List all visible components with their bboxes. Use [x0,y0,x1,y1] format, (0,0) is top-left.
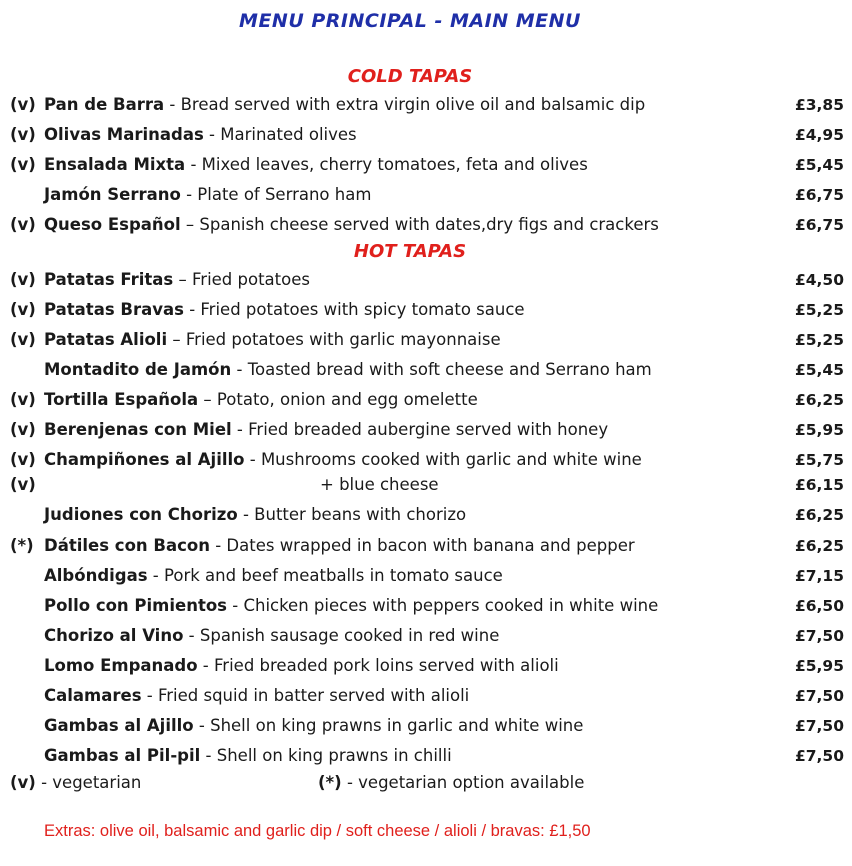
item-name-wrap [44,564,503,588]
item-name-wrap [44,448,642,472]
extras-note: Extras: olive oil, balsamic and garlic dip / soft cheese / alioli / bravas: £1,50 [44,822,591,840]
item-price: £5,95 [794,421,844,439]
item-name-wrap [44,213,659,237]
item-mark: (v) [10,95,36,114]
item-price: £4,95 [794,126,844,144]
cold-tapas-heading: COLD TAPAS [347,66,473,87]
item-description: – Fried potatoes with garlic mayonnaise [167,330,501,349]
menu-item-row [10,153,844,177]
menu-item-row [10,268,844,292]
item-name: Tortilla Española [44,390,199,409]
item-description: - Plate of Serrano ham [180,185,372,204]
item-mark: (v) [10,300,36,319]
menu-item-row [10,744,844,768]
item-mark: (*) [10,536,34,555]
item-name: Berenjenas con Miel [44,420,232,439]
item-description: - Toasted bread with soft cheese and Serrano ham [231,360,652,379]
item-name: Lomo Empanado [44,656,198,675]
item-price: £5,45 [794,156,844,174]
item-name: Jamón Serrano [44,185,181,204]
item-name: Queso Español [44,215,181,234]
item-description: - Fried breaded aubergine served with honey [231,420,609,439]
item-name: Patatas Fritas [44,270,174,289]
legend-option-mark: (*) [318,773,342,792]
item-mark: (v) [10,475,36,494]
item-description: - Shell on king prawns in chilli [200,746,452,765]
item-price: £7,50 [794,717,844,735]
menu-item-row [10,418,844,442]
item-description: - Butter beans with chorizo [237,505,467,524]
item-description: - Pork and beef meatballs in tomato sauce [147,566,503,585]
item-description: - Spanish sausage cooked in red wine [183,626,500,645]
item-name-wrap [44,298,525,322]
item-description: - Bread served with extra virgin olive oil and balsamic dip [164,95,646,114]
item-name: Calamares [44,686,142,705]
item-mark: (v) [10,155,36,174]
item-name-wrap [44,654,559,678]
item-name-wrap [44,328,501,352]
item-name: Gambas al Pil-pil [44,746,201,765]
item-mark: (v) [10,270,36,289]
item-name-wrap [44,123,357,147]
item-description: - Shell on king prawns in garlic and white wine [193,716,584,735]
menu-item-row [10,473,844,497]
item-mark: (v) [10,390,36,409]
hot-tapas-heading: HOT TAPAS [353,241,467,262]
legend-vegetarian-option [318,771,584,795]
item-name: Patatas Alioli [44,330,168,349]
item-variant: + blue cheese [320,475,439,494]
item-name-wrap [44,714,583,738]
item-name: Montadito de Jamón [44,360,232,379]
item-name-wrap [44,183,371,207]
item-name: Albóndigas [44,566,148,585]
menu-item-row [10,654,844,678]
item-price: £5,45 [794,361,844,379]
item-name: Champiñones al Ajillo [44,450,245,469]
menu-item-row [10,714,844,738]
menu-item-row [10,213,844,237]
item-price: £3,85 [794,96,844,114]
item-name-wrap [44,93,645,117]
item-name-wrap [44,534,635,558]
menu-item-row [10,503,844,527]
item-mark: (v) [10,420,36,439]
item-name-wrap [44,388,478,412]
item-name: Chorizo al Vino [44,626,184,645]
item-price: £7,50 [794,747,844,765]
legend-vegetarian [10,771,141,795]
item-price: £5,25 [794,331,844,349]
item-name-wrap [44,594,658,618]
item-price: £6,25 [794,391,844,409]
item-description: – Potato, onion and egg omelette [198,390,478,409]
item-name: Pollo con Pimientos [44,596,228,615]
item-mark: (v) [10,450,36,469]
item-price: £6,15 [794,476,844,494]
item-price: £6,50 [794,597,844,615]
menu-item-row [10,183,844,207]
item-name: Patatas Bravas [44,300,184,319]
item-mark: (v) [10,215,36,234]
item-name-wrap [44,418,608,442]
item-name-wrap [44,684,469,708]
menu-item-row [10,328,844,352]
item-price: £6,75 [794,216,844,234]
item-mark: (v) [10,330,36,349]
legend-veg-text: - vegetarian [35,773,142,792]
item-description: - Dates wrapped in bacon with banana and pepper [209,536,635,555]
item-price: £5,95 [794,657,844,675]
item-name: Judiones con Chorizo [44,505,238,524]
menu-item-row [10,298,844,322]
menu-item-row [10,534,844,558]
menu-item-row [10,564,844,588]
item-name-wrap [44,153,588,177]
item-description: – Spanish cheese served with dates,dry figs and crackers [180,215,659,234]
item-name: Gambas al Ajillo [44,716,194,735]
item-price: £7,50 [794,687,844,705]
item-price: £6,25 [794,537,844,555]
menu-item-row [10,388,844,412]
item-mark: (v) [10,125,36,144]
item-description: - Chicken pieces with peppers cooked in white wine [227,596,659,615]
item-description: - Mixed leaves, cherry tomatoes, feta and olives [185,155,588,174]
item-name-wrap [44,358,652,382]
legend-veg-mark: (v) [10,773,36,792]
item-description: - Fried breaded pork loins served with alioli [197,656,559,675]
item-description: – Fried potatoes [173,270,310,289]
item-description: - Fried squid in batter served with alioli [141,686,470,705]
item-description: - Mushrooms cooked with garlic and white wine [244,450,642,469]
menu-item-row [10,624,844,648]
menu-item-row [10,93,844,117]
item-description: - Fried potatoes with spicy tomato sauce [183,300,525,319]
item-name: Dátiles con Bacon [44,536,210,555]
menu-item-row [10,358,844,382]
item-price: £6,25 [794,506,844,524]
item-price: £6,75 [794,186,844,204]
item-name-wrap [44,268,310,292]
menu-item-row [10,448,844,472]
item-price: £5,25 [794,301,844,319]
item-name-wrap [44,624,499,648]
legend-option-text: - vegetarian option available [341,773,585,792]
item-name-wrap [44,744,452,768]
item-price: £5,75 [794,451,844,469]
menu-item-row [10,123,844,147]
page-title: MENU PRINCIPAL - MAIN MENU [239,10,581,32]
item-price: £7,50 [794,627,844,645]
item-price: £7,15 [794,567,844,585]
item-name: Ensalada Mixta [44,155,186,174]
item-price: £4,50 [794,271,844,289]
item-description: - Marinated olives [203,125,357,144]
item-name-wrap [44,503,466,527]
menu-item-row [10,594,844,618]
menu-item-row [10,684,844,708]
item-name: Pan de Barra [44,95,165,114]
item-name: Olivas Marinadas [44,125,204,144]
